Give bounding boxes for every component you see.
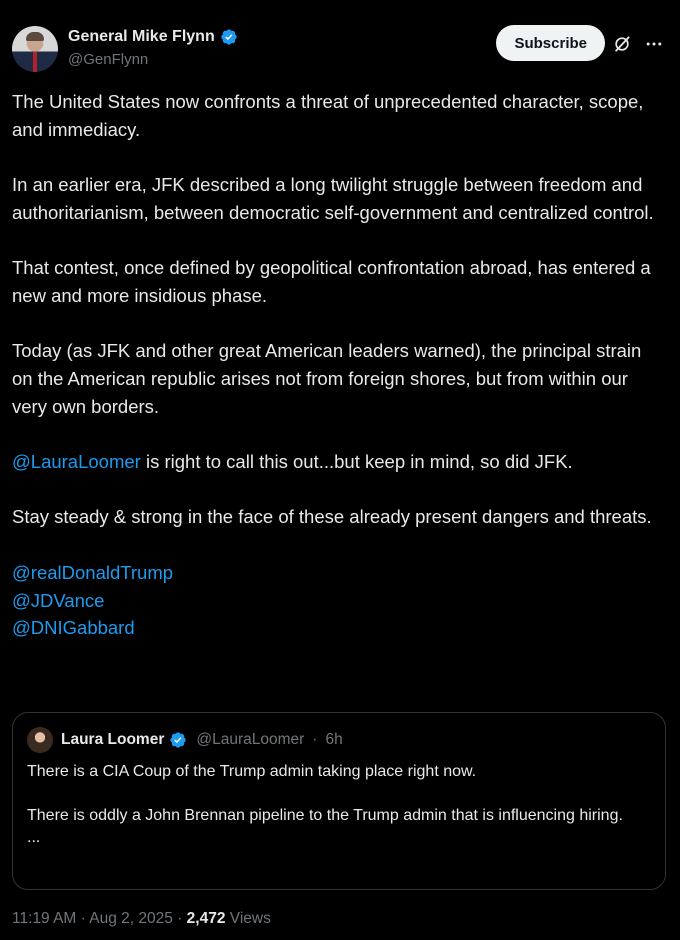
author-avatar[interactable] [12,26,58,72]
tweet-paragraph: The United States now confronts a threat of unprecedented character, scope, and immediacy. [12,91,644,140]
quoted-tweet-line: There is oddly a John Brennan pipeline to the Trump admin that is influencing hiring. [27,807,623,824]
quoted-tweet-line: There is a CIA Coup of the Trump admin taking place right now. [27,763,477,780]
tweet-paragraph [12,448,660,476]
quoted-tweet-text [27,761,651,849]
quoted-tweet[interactable] [12,712,666,890]
mentions-list [12,559,660,642]
tweet-time[interactable]: 11:19 AM [12,910,77,927]
tweet-text [12,88,660,642]
separator-dot: · [177,910,187,927]
tweet-paragraph-text: is right to call this out...but keep in mind, so did JFK. [140,451,573,473]
author-name-row [68,28,238,46]
more-icon[interactable] [644,34,664,54]
quoted-author-handle: @LauraLoomer [196,731,305,748]
quoted-author-name: Laura Loomer [61,731,165,748]
tweet-date[interactable]: Aug 2, 2025 [89,910,173,927]
tweet-meta [12,910,271,928]
tweet-paragraph: Today (as JFK and other great American leaders warned), the principal strain on the American republic arises not from foreign shores, but from within our very own borders. [12,340,642,417]
separator-dot: · [312,731,318,748]
quoted-tweet-time: 6h [325,731,343,748]
separator-dot: · [80,910,90,927]
views-count: 2,472 [186,910,226,927]
views-label: Views [229,910,271,927]
mention-link[interactable]: @DNIGabbard [12,617,135,639]
author-handle[interactable]: @GenFlynn [68,51,149,68]
mention-link[interactable]: @realDonaldTrump [12,561,174,583]
quoted-author-avatar [27,727,53,753]
tweet-paragraph: In an earlier era, JFK described a long twilight struggle between freedom and authoritarianism, between democratic self-government and centralized control. [12,174,654,223]
quoted-tweet-header [27,727,651,753]
author-display-name[interactable]: General Mike Flynn [68,28,215,45]
tweet-paragraph: That contest, once defined by geopolitical confrontation abroad, has entered a new and more insidious phase. [12,257,651,306]
quoted-tweet-ellipsis: ... [27,829,41,846]
verified-badge-icon [169,731,187,749]
tweet-header [12,24,668,74]
verified-badge-icon [220,28,238,46]
grok-icon[interactable] [612,34,632,54]
subscribe-button[interactable]: Subscribe [496,25,605,61]
mention-link[interactable]: @JDVance [12,589,105,611]
mention-link[interactable]: @LauraLoomer [12,451,141,473]
tweet-paragraph: Stay steady & strong in the face of these already present dangers and threats. [12,506,652,528]
